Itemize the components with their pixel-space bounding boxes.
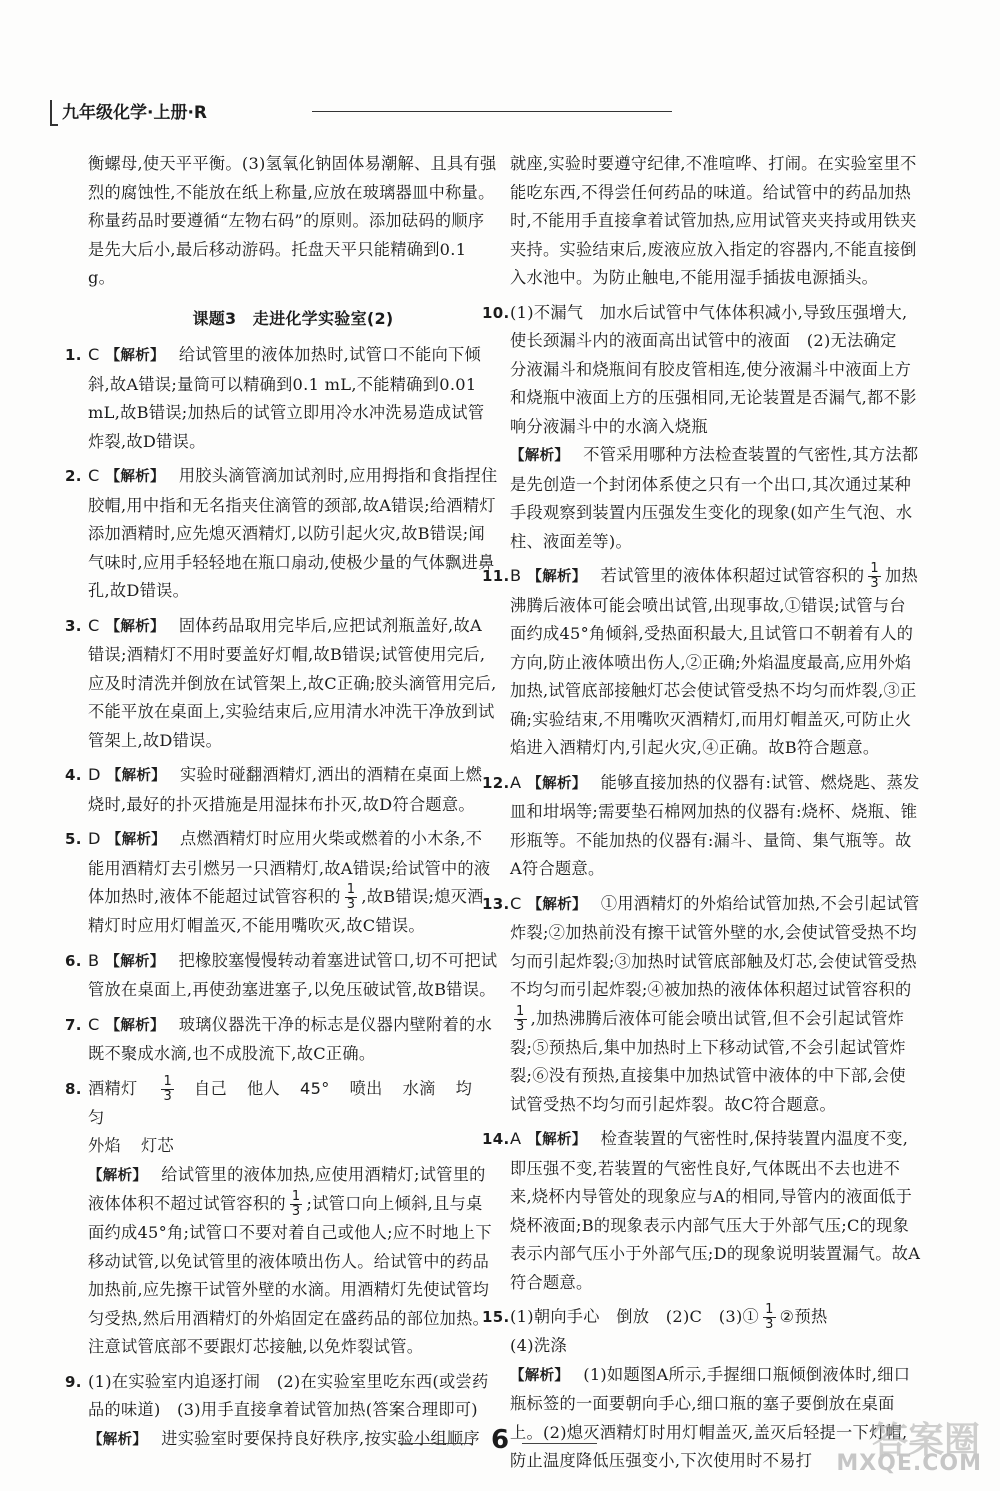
question-11: 11. B 【解析】 若试管里的液体体积超过试管容积的 $\frac{1}{3}$ 加热沸腾后液体可能会喷出试管,出现事故,①错误;试管与台面约成45°角倾斜,受热面积最大,且试管口不朝着有人的方向,防止液体喷出伤人,②正确;外焰温度最高,应用外焰加热,试管底部接触灯芯会使试管受热不均匀而炸裂,③正确;实验结束,不用嘴吹灭酒精灯,而用灯帽盖灭,可防止火焰进入酒精灯内,引起火灾,④正确。故B符合题意。 [482,561,918,757]
fraction-one-third: $\frac{1}{3}$ [346,882,356,912]
fraction-one-third: $\frac{1}{3}$ [765,1302,774,1332]
question-13: 13. C 【解析】 ①用酒精灯的外焰给试管加热,不会引起试管炸裂;②加热前没有擦干试管外壁的水,会使试管受热不均匀而引起炸裂;③加热时试管底部触及灯芯,会使试管受热不均匀而引起炸裂;④被加热的液体体积超过试管容积的 $\frac{1}{3}$ ,加热沸腾后液体可能会喷出试管,但不会引起试管炸裂;⑤预热后,集中加热时上下移动试管,不会引起试管炸裂;⑥没有预热,直接集中加热试管中液体的中下部,会使试管受热不均匀而引起炸裂。故C符合题意。 [482,893,920,1114]
question-12: 12. A 【解析】 能够直接加热的仪器有:试管、燃烧匙、蒸发皿和坩埚等;需要垫石棉网加热的仪器有:烧杯、烧瓶、锥形瓶等。不能加热的仪器有:漏斗、量筒、集气瓶等。故A符合题意。 [482,772,920,878]
fraction-one-third: $\frac{1}{3}$ [291,1189,301,1219]
header-rule [312,111,672,112]
page-number: 6 [0,1425,1000,1455]
question-9: 9. (1)在实验室内追逐打闹 (2)在实验室里吃东西(或尝药品的味道) (3)用手直接拿着试管加热(答案合理即可) 【解析】 进实验室时要保持良好秩序,按实验小组顺序 [65,1371,489,1448]
right-column [482,150,922,1482]
question-1: 1. C 【解析】 给试管里的液体加热时,试管口不能向下倾斜,故A错误;量筒可以精确到0.1 mL,不能精确到0.01 mL,故B错误;加热后的试管立即用冷水冲洗易造成试管炸裂,故D错误。 [65,345,485,451]
watermark-url: MXQE.COM [836,1451,982,1476]
question-2: 2. C 【解析】 用胶头滴管滴加试剂时,应用拇指和食指捏住胶帽,用中指和无名指夹住滴管的颈部,故A错误;给酒精灯添加酒精时,应先熄灭酒精灯,以防引起火灾,故B错误;闻气味时,应用手轻轻地在瓶口扇动,使极少量的气体飘进鼻孔,故D错误。 [65,466,498,600]
question-14: 14. A 【解析】 检查装置的气密性时,保持装置内温度不变,即压强不变,若装置的气密性良好,气体既出不去也进不来,烧杯内导管处的现象应与A的相同,导管内的液面低于烧杯液面;B的现象表示内部气压大于外部气压;C的现象表示内部气压小于外部气压;D的现象说明装置漏气。故A符合题意。 [482,1129,921,1292]
fraction-one-third: $\frac{1}{3}$ [516,1003,525,1034]
fraction-one-third: $\frac{1}{3}$ [163,1073,173,1104]
header-bracket [50,100,58,126]
question-7: 7. C 【解析】 玻璃仪器洗干净的标志是仪器内壁附着的水既不聚成水滴,也不成股流下,故C正确。 [65,1014,493,1063]
question-3: 3. C 【解析】 固体药品取用完毕后,应把试剂瓶盖好,故A错误;酒精灯不用时要盖好灯帽,故B错误;试管使用完后,应及时清洗并倒放在试管架上,故C正确;胶头滴管用完后,不能平放在桌面上,实验结束后,应用清水冲洗干净放到试管架上,故D错误。 [65,615,497,750]
page-number-rule-right [522,1443,597,1444]
watermark-logo [800,1412,990,1482]
watermark-cn: 答案圈 [871,1420,980,1461]
page-header [50,98,620,124]
fraction-one-third: $\frac{1}{3}$ [870,561,879,591]
question-9-continued: 就座,实验时要遵守纪律,不准喧哗、打闹。在实验室里不能吃东西,不得尝任何药品的味道。给试管中的药品加热时,不能用手直接拿着试管加热,应用试管夹夹持或用铁夹夹持。实验结束后,废液应放入指定的容器内,不能直接倒入水池中。为防止触电,不能用湿手插拔电源插头。 [510,154,917,287]
question-10: 10. (1)不漏气 加水后试管中气体体积减小,导致压强增大,使长颈漏斗内的液面高出试管中的液面 (2)无法确定 分液漏斗和烧瓶间有胶皮管相连,使分液漏斗中液面上方和烧瓶中液面上方的压强相同,无论装置是否漏气,都不影响分液漏斗中的水滴入烧瓶 【解析】 不管采用哪种方法检查装置的气密性,其方法都是先创造一个封闭体系使之只有一个出口,其次通过某种手段观察到装置内压强发生变化的现象(如产生气泡、水柱、液面差等)。 [482,302,919,551]
question-8: 8. 酒精灯 $\frac{1}{3}$ 自己 他人 45° 喷出 水滴 均匀 外焰 灯芯 【解析】 给试管里的液体加热,应使用酒精灯;试管里的液体体积不超过试管容积的 $\frac{1}{3}$ ;试管口向上倾斜,且与桌面约成45°角;试管口不要对着自己或他人;应不时地上下移动试管,以免试管里的液体喷出伤人。给试管中的药品加热前,应先擦干试管外壁的水滴。用酒精灯先使试管均匀受热,然后用酒精灯的外焰固定在盛药品的部位加热。注意试管底部不要跟灯芯接触,以免炸裂试管。 [65,1073,492,1356]
question-4: 4. D 【解析】 实验时碰翻酒精灯,洒出的酒精在桌面上燃烧时,最好的扑灭措施是用湿抹布扑灭,故D符合题意。 [65,765,483,814]
question-6: 6. B 【解析】 把橡胶塞慢慢转动着塞进试管口,切不可把试管放在桌面上,再使劲塞进塞子,以免压破试管,故B错误。 [65,950,498,999]
section-title: 课题3 走进化学实验室(2) [192,308,394,328]
continued-paragraph: 衡螺母,使天平平衡。(3)氢氧化钠固体易潮解、且具有强烈的腐蚀性,不能放在纸上称量,应放在玻璃器皿中称量。称量药品时要遵循“左物右码”的原则。添加砝码的顺序是先大后小,最后移动游码。托盘天平只能精确到0.1 g。 [88,154,497,287]
left-column [65,150,498,1460]
book-title: 九年级化学·上册·R [62,103,208,123]
question-15: 15. (1)朝向手心 倒放 (2)C (3)① $\frac{1}{3}$ ②预热 (4)洗涤 【解析】 (1)如题图A所示,手握细口瓶倾倒液体时,细口瓶标签的一面要朝向手心,细口瓶的塞子要倒放在桌面上。(2)熄灭酒精灯时用灯帽盖灭,盖灭后轻提一下灯帽,防止温度降低压强变小,下次使用时不易打 [482,1302,911,1470]
page-number-rule-left [398,1443,473,1444]
question-5: 5. D 【解析】 点燃酒精灯时应用火柴或燃着的小木条,不能用酒精灯去引燃另一只酒精灯,故A错误;给试管中的液体加热时,液体不能超过试管容积的 $\frac{1}{3}$ ,故B错误;熄灭酒精灯时应用灯帽盖灭,不能用嘴吹灭,故C错误。 [65,829,491,935]
